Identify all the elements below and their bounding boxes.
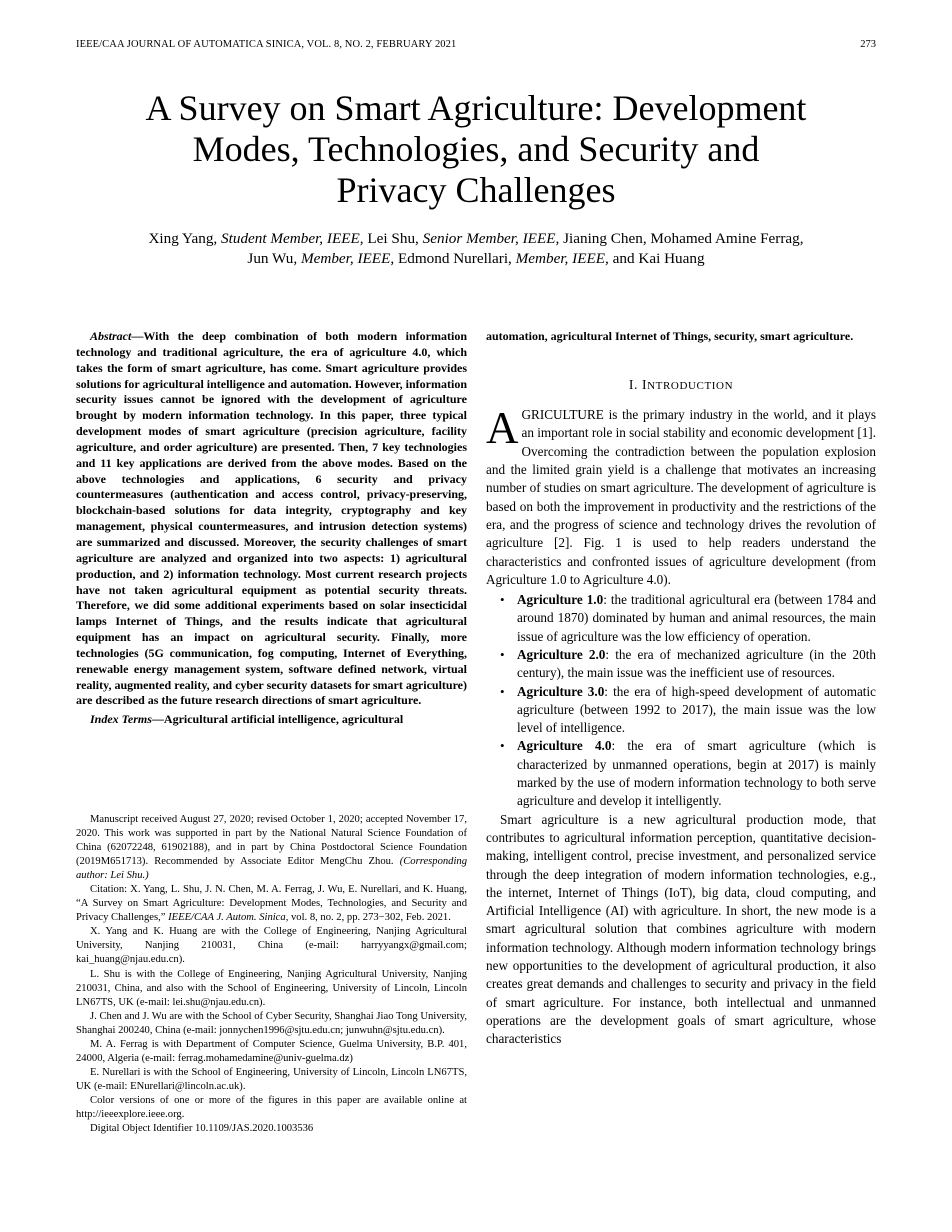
list-item-term: Agriculture 1.0 (517, 592, 604, 608)
section-number: I. I (628, 376, 648, 392)
author-name: Edmond Nurellari, (394, 250, 516, 267)
author-role: Member, IEEE, (515, 250, 609, 267)
list-item-text: : the era of mechanized agriculture (in the 20th century), the main issue was the inefficient use of resources. (517, 647, 876, 681)
left-column (76, 329, 467, 728)
title-line-1: A Survey on Smart Agriculture: Development (145, 88, 807, 128)
footnotes (76, 813, 467, 1136)
list-item-text: : the era of smart agriculture (which is characterized by unmanned operations, begin at 2017) is mainly marked by the use of modern information technology to both serve agriculture and develop it intelligently. (517, 738, 876, 809)
section-heading (486, 376, 876, 395)
footnote-color: Color versions of one or more of the figures in this paper are available online at http://ieeexplore.ieee.org. (76, 1094, 467, 1120)
footnote-manuscript (76, 813, 467, 883)
footnote-affiliation: J. Chen and J. Wu are with the School of Cyber Security, Shanghai Jiao Tong University, Shanghai 200240, China (e-mail: jonnychen1996@sjtu.edu.cn; junwuhn@sjtu.edu.cn). (76, 1010, 467, 1036)
footnote-text: Citation: X. Yang, L. Shu, J. N. Chen, M. A. Ferrag, J. Wu, E. Nurellari, and K. Huang, “A Survey on Smart Agriculture: Development Modes, Technologies, and Security and Privacy Challenges,” (76, 884, 467, 924)
author-name: and Kai Huang (608, 250, 705, 267)
author-role: Student Member, IEEE, (221, 230, 364, 247)
index-terms (76, 712, 467, 728)
title-line-2: Modes, Technologies, and Security and (192, 129, 760, 169)
footnote-text: Manuscript received August 27, 2020; revised October 1, 2020; accepted November 17, 2020. This work was supported in part by the National Natural Science Foundation of China (62072248, 61902188), and in part by China Postdoctoral Science Foundation (2019M651713). Recommended by Associate Editor MengChu Zhou. (76, 814, 467, 868)
author-name: Jun Wu, (247, 250, 301, 267)
author-list (76, 229, 876, 269)
corresponding-author: (Corresponding author: Lei Shu.) (76, 856, 467, 882)
author-name: Lei Shu, (363, 230, 423, 247)
author-name: Jianing Chen, Mohamed Amine Ferrag, (559, 230, 804, 247)
right-column (486, 329, 876, 1049)
footnote-doi: Digital Object Identifier 10.1109/JAS.2020.1003536 (90, 1123, 314, 1135)
index-terms-continued: automation, agricultural Internet of Things, security, smart agriculture. (486, 329, 854, 343)
body-paragraph: Smart agriculture is a new agricultural production mode, that contributes to agricultural information perception, quantitative decision-making, intelligent control, precise investment, and personalized service through the deep integration of modern information technologies, e.g., the internet, Internet of Things (IoT), big data, cloud computing, and Artificial Intelligence (AI) with agriculture. In short, the new mode is a smart agricultural solution that combines agriculture with modern information technology. Although modern information technology brings new opportunities to the development of agricultural production, it also creates great demands and challenges to security and privacy in the field of smart agriculture. For instance, both intellectual and unmanned operations are the development goals of smart agriculture, whose characteristics (486, 811, 876, 1047)
footnote-text: , vol. 8, no. 2, pp. 273−302, Feb. 2021. (285, 912, 451, 924)
list-item-term: Agriculture 3.0 (517, 683, 605, 699)
agriculture-eras-list (486, 591, 876, 811)
list-item-text: : the traditional agricultural era (between 1784 and around 1870) dominated by human and animal resources, the main issue of agriculture was the low efficiency of operation. (517, 592, 877, 644)
abstract (76, 329, 467, 709)
index-terms-text: —Agricultural artificial intelligence, agricultural (151, 712, 404, 727)
footnote-affiliation: L. Shu is with the College of Engineering, Nanjing Agricultural University, Nanjing 210031, China, and also with the School of Engineering, University of Lincoln, Lincoln LN67TS, UK (e-mail: lei.shu@njau.edu.cn). (76, 968, 467, 1008)
abstract-label: Abstract (90, 329, 132, 343)
footnote-citation (76, 883, 467, 925)
citation-journal: IEEE/CAA J. Autom. Sinica (168, 912, 286, 924)
abstract-text: —With the deep combination of both modern information technology and traditional agriculture, the era of agriculture 4.0, which takes the form of smart agriculture, has come. Smart agriculture provides solutions for agricultural intelligence and automation. However, information security issues cannot be ignored with the development of agriculture brought by modern information technology. In this paper, three typical development modes of smart agriculture (precision agriculture, facility agriculture, and order agriculture) are presented. Then, 7 key technologies and 11 key applications are derived from the above modes. Based on the above technologies and applications, 6 security and privacy countermeasures (authentication and access control, privacy-preserving, blockchain-based solutions for data integrity, cryptography and key management, physical countermeasures, and intrusion detection systems) are summarized and discussed. Moreover, the security challenges of smart agriculture are analyzed and organized into two aspects: 1) agricultural production, and 2) information technology. Most current research projects have not taken agricultural equipment as potential security threats. Therefore, we did some additional experiments based on solar insecticidal lamps Internet of Things, and the results indicate that agricultural equipment has an impact on agricultural security. Finally, more technologies (5G communication, fog computing, Internet of Everything, renewable energy management system, software defined network, virtual reality, augmented reality, and cyber security datasets for smart agriculture) are described as the future research directions of smart agriculture. (76, 329, 467, 708)
section-name: NTRODUCTION (647, 379, 734, 392)
footnote-affiliation: X. Yang and K. Huang are with the College of Engineering, Nanjing Agricultural University, Nanjing 210031, China (e-mail: harryyangx@gmail.com; kai_huang@njau.edu.cn). (76, 926, 467, 966)
drop-cap: A (486, 403, 519, 454)
footnote-affiliation: E. Nurellari is with the School of Engineering, University of Lincoln, Lincoln LN67TS, UK (e-mail: ENurellari@lincoln.ac.uk). (76, 1066, 467, 1092)
list-item-text: : the era of high-speed development of automatic agriculture (between 1992 to 2017), the main issue was the low level of intelligence. (517, 683, 876, 736)
author-name: Xing Yang, (148, 230, 222, 247)
title-line-3: Privacy Challenges (336, 170, 616, 210)
list-item (517, 683, 876, 738)
author-role: Member, IEEE, (300, 250, 395, 267)
list-item-term: Agriculture 4.0 (517, 738, 612, 754)
list-item (517, 646, 876, 683)
page-number: 273 (860, 39, 876, 50)
footnote-affiliation: M. A. Ferrag is with Department of Computer Science, Guelma University, B.P. 401, 24000, Algeria (e-mail: ferrag.mohamedamine@univ-guelma.dz) (76, 1038, 467, 1064)
list-item-term: Agriculture 2.0 (517, 647, 606, 662)
list-item (517, 591, 876, 646)
running-header (76, 39, 876, 53)
author-role: Senior Member, IEEE, (422, 230, 560, 247)
journal-name: IEEE/CAA JOURNAL OF AUTOMATICA SINICA, VOL. 8, NO. 2, FEBRUARY 2021 (76, 39, 457, 50)
intro-text: GRICULTURE is the primary industry in the world, and it plays an important role in social stability and economic development [1]. Overcoming the contradiction between the population explosion and the limited grain yield is a challenge that motivates an increasing number of studies on smart agriculture. The development of agriculture is based on both the improvement in productivity and the restrictions of the era, and the progress of science and technology drives the revolution of agriculture [2]. Fig. 1 is used to help readers understand the characteristics and confronted issues of agriculture development (from Agriculture 1.0 to Agriculture 4.0). (486, 407, 876, 587)
paper-title (76, 88, 876, 211)
intro-paragraph (486, 403, 876, 589)
index-terms-label: Index Terms (90, 712, 152, 727)
list-item (517, 737, 876, 810)
